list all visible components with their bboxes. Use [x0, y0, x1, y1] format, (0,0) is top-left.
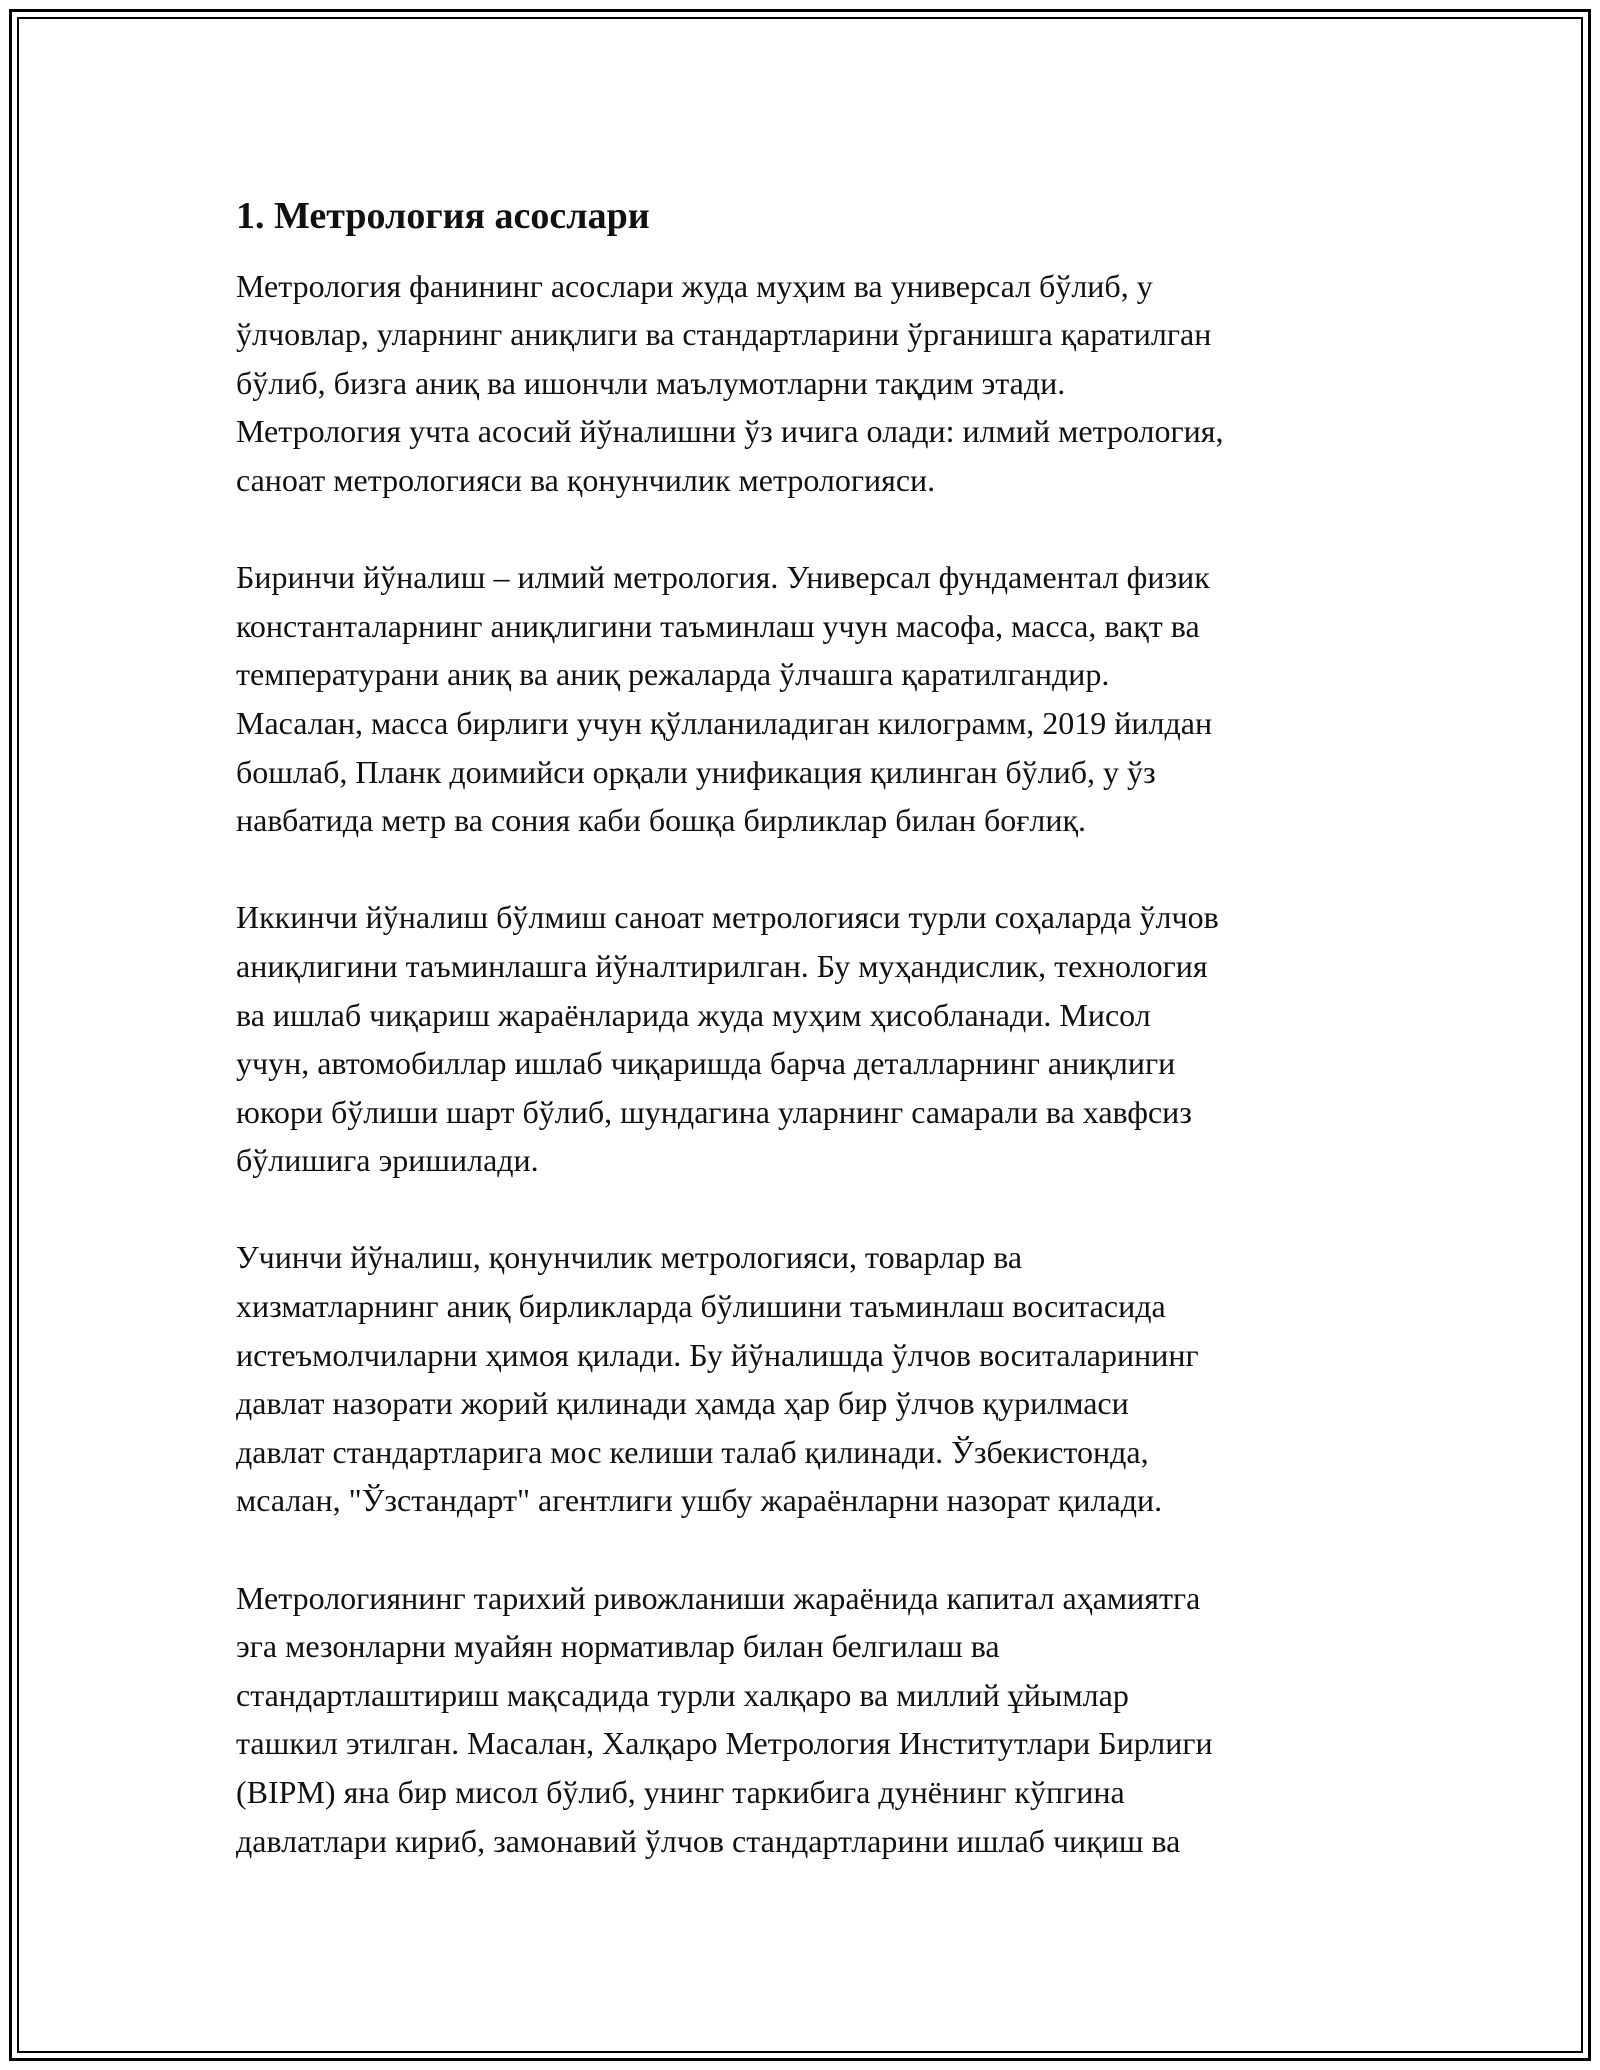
paragraph-industrial-metrology [236, 893, 1396, 1185]
text-line: Метрологиянинг тарихий ривожланиши жараёнида капитал аҳамиятга [236, 1579, 1201, 1616]
text-line: давлат назорати жорий қилинади ҳамда ҳар бир ўлчов қурилмаси [236, 1385, 1129, 1422]
text-line: юкори бўлиши шарт бўлиб, шундагина уларнинг самарали ва хавфсиз [236, 1093, 1192, 1130]
text-line: саноат метрологияси ва қонунчилик метрологияси. [236, 461, 936, 498]
text-line: эга мезонларни муайян нормативлар билан белгилаш ва [236, 1628, 1000, 1665]
text-line: константаларнинг аниқлигини таъминлаш учун масофа, масса, вақт ва [236, 607, 1200, 644]
paragraph-scientific-metrology [236, 553, 1396, 845]
text-line: (BIPM) яна бир мисол бўлиб, унинг таркибига дунёнинг кўпгина [236, 1774, 1125, 1810]
section-heading: 1. Метрология асослари [236, 195, 650, 237]
text-line: учун, автомобиллар ишлаб чиқаришда барча деталларнинг аниқлиги [236, 1045, 1176, 1082]
text-line: ташкил этилган. Масалан, Халқаро Метрология Институтлари Бирлиги [236, 1725, 1213, 1762]
text-line: Учинчи йўналиш, қонунчилик метрологияси, товарлар ва [236, 1239, 1023, 1276]
text-line: мсалан, "Ўзстандарт" агентлиги ушбу жараёнларни назорат қилади. [236, 1482, 1163, 1519]
text-line: бўлишига эришилади. [236, 1142, 539, 1179]
text-line: ўлчовлар, уларнинг аниқлиги ва стандартларини ўрганишга қаратилган [236, 316, 1212, 353]
text-line: температурани аниқ ва аниқ режаларда ўлчашга қаратилгандир. [236, 656, 1110, 693]
text-line: Биринчи йўналиш – илмий метрология. Универсал фундаментал физик [236, 559, 1210, 596]
text-line: давлат стандартларига мос келиши талаб қилинади. Ўзбекистонда, [236, 1433, 1149, 1470]
text-line: давлатлари кириб, замонавий ўлчов стандартларини ишлаб чиқиш ва [236, 1822, 1181, 1859]
text-line: бошлаб, Планк доимийси орқали унификация қилинган бўлиб, у ўз [236, 753, 1156, 790]
paragraph-legal-metrology [236, 1233, 1396, 1525]
text-line: хизматларнинг аниқ бирликларда бўлишини таъминлаш воситасида [236, 1288, 1166, 1325]
text-line: Иккинчи йўналиш бўлмиш саноат метрологияси турли соҳаларда ўлчов [236, 899, 1219, 936]
text-line: стандартлаштириш мақсадида турли халқаро ва миллий ұйымлар [236, 1676, 1129, 1713]
document-body [236, 178, 1396, 1914]
text-line: Метрология учта асосий йўналишни ўз ичига олади: илмий метрология, [236, 413, 1224, 450]
text-line: аниқлигини таъминлашга йўналтирилган. Бу муҳандислик, технология [236, 947, 1208, 984]
text-line: Масалан, масса бирлиги учун қўлланиладиган килограмм, 2019 йилдан [236, 704, 1213, 741]
text-line: навбатида метр ва сония каби бошқа бирликлар билан боғлиқ. [236, 802, 1087, 839]
paragraph-intro [236, 262, 1396, 505]
text-line: ва ишлаб чиқариш жараёнларида жуда муҳим ҳисобланади. Мисол [236, 996, 1151, 1033]
text-line: бўлиб, бизга аниқ ва ишончли маълумотларни тақдим этади. [236, 364, 1066, 401]
paragraph-history [236, 1574, 1396, 1866]
text-line: истеъмолчиларни ҳимоя қилади. Бу йўналишда ўлчов воситаларининг [236, 1336, 1199, 1373]
text-line: Метрология фанининг асослари жуда муҳим ва универсал бўлиб, у [236, 267, 1153, 304]
